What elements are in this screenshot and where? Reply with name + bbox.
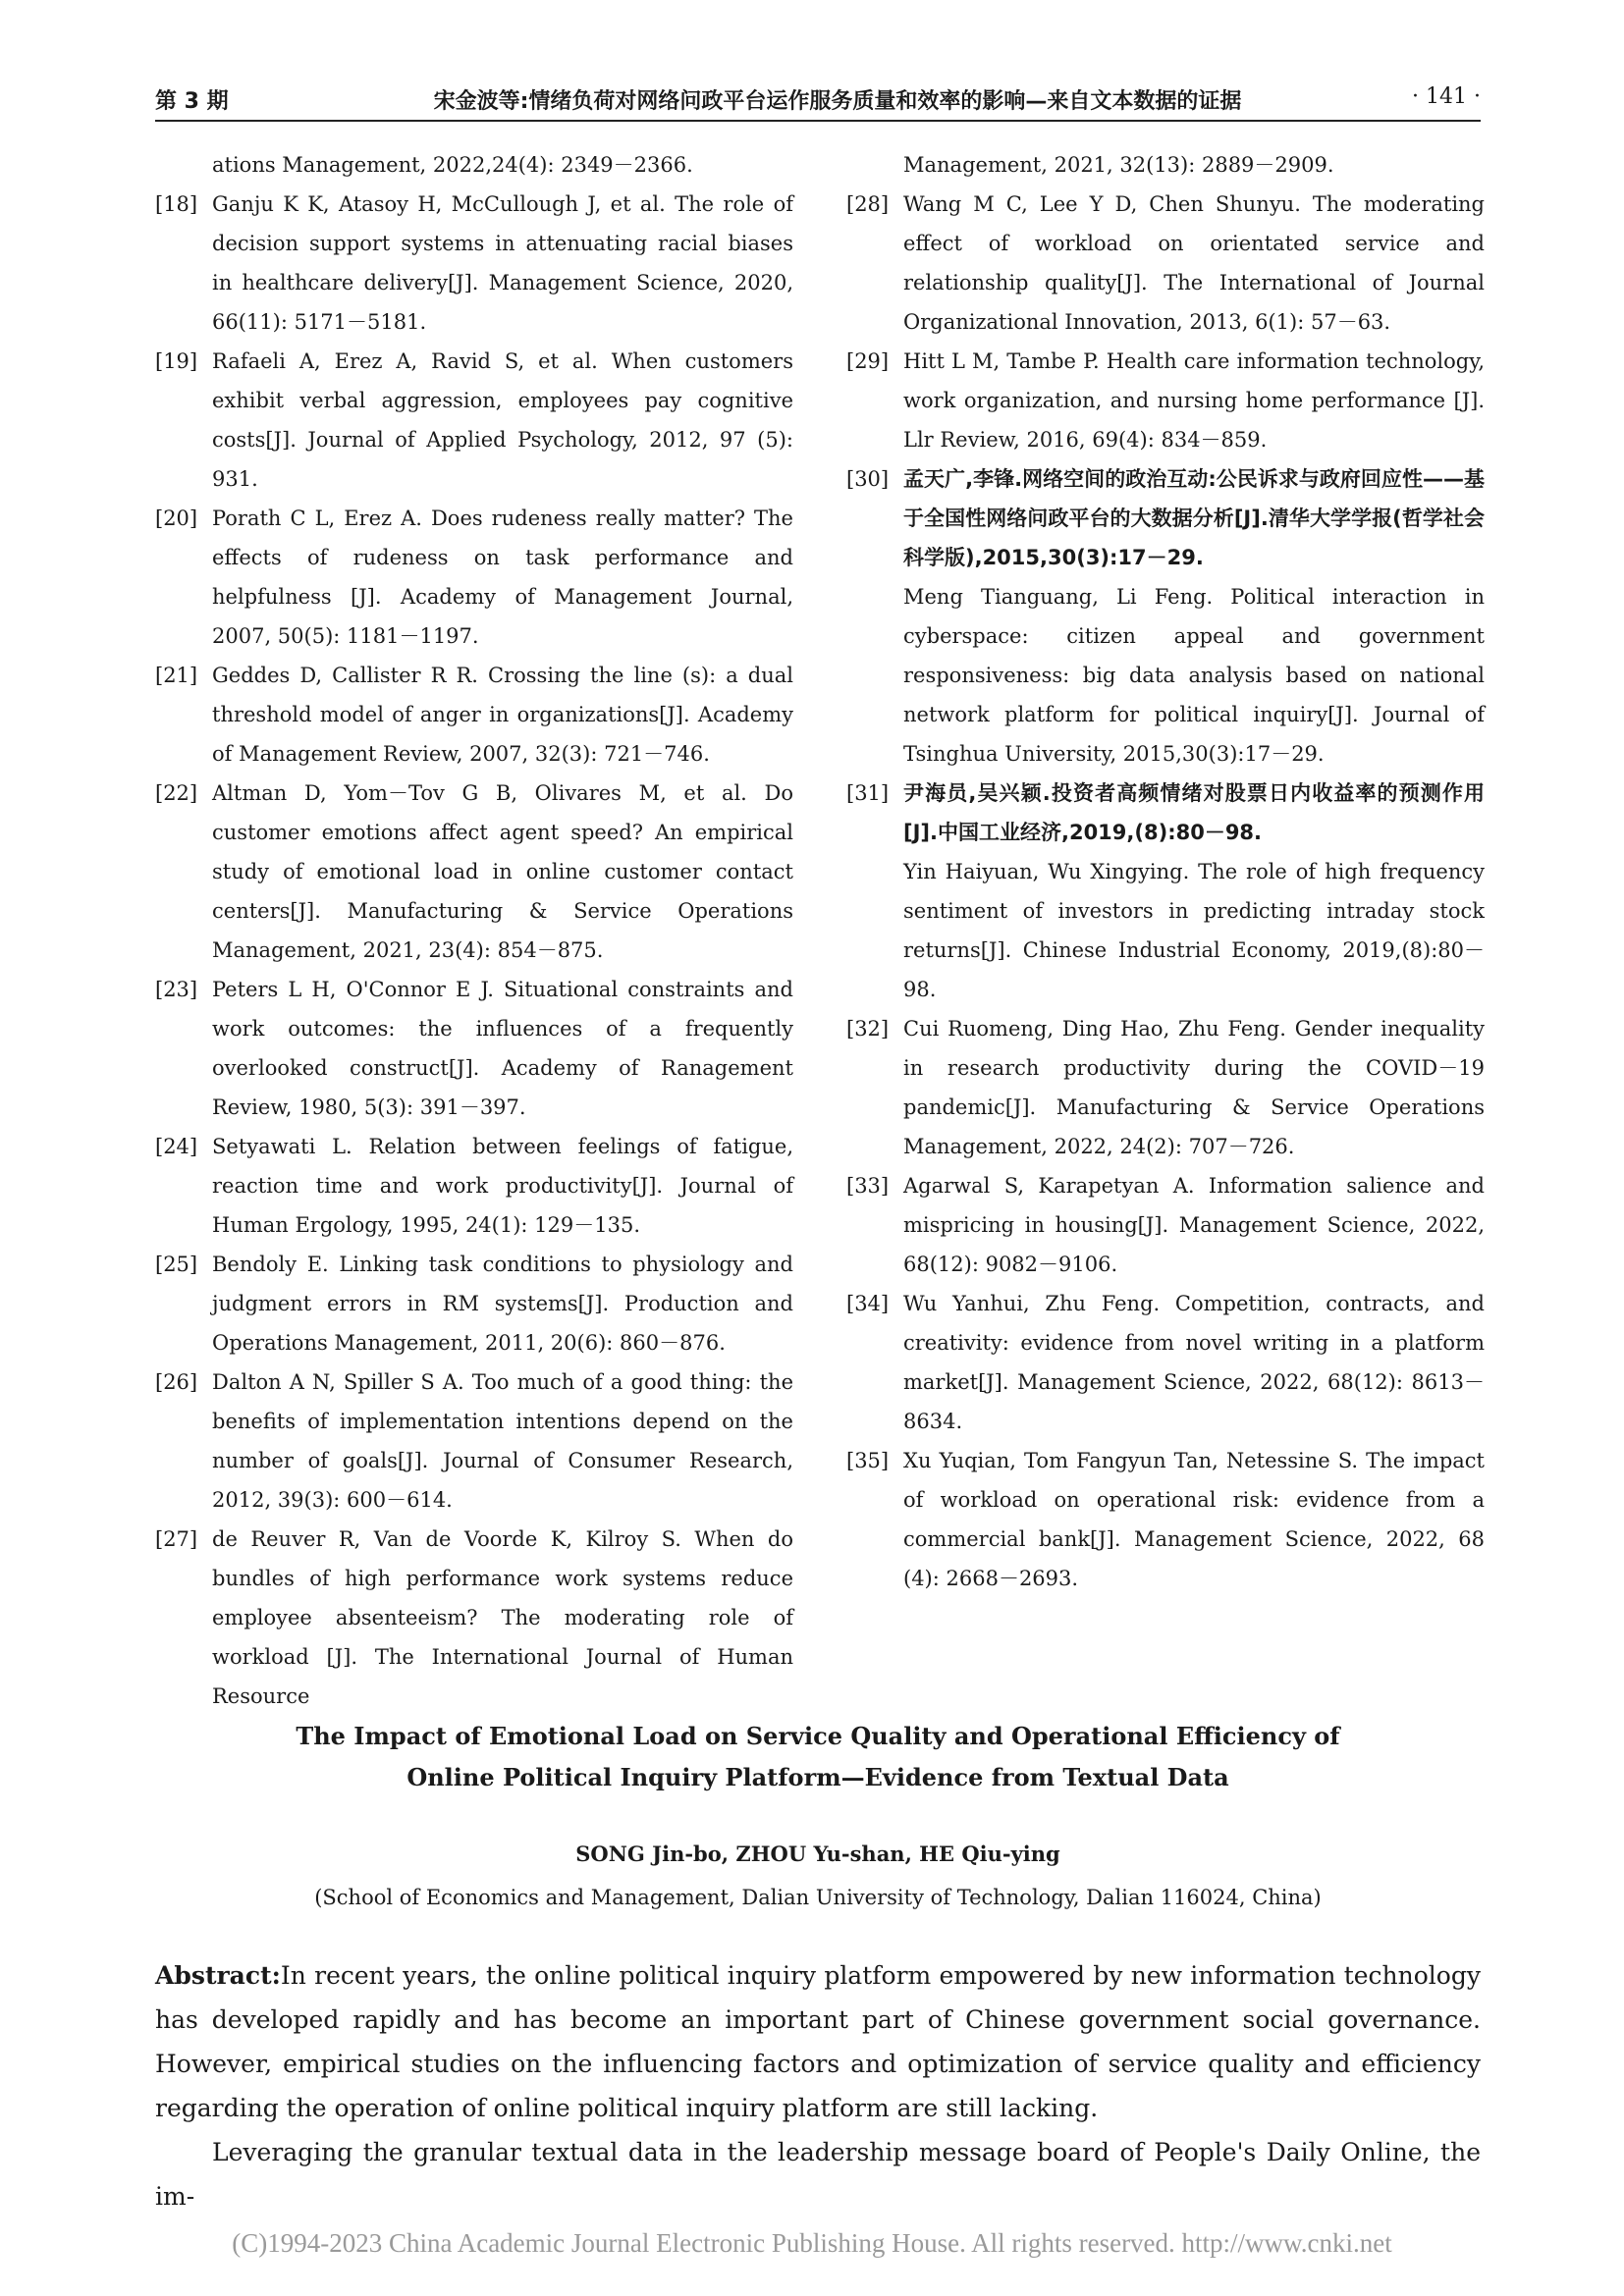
reference-27	[155, 1520, 793, 1716]
reference-text: Peters L H, O'Connor E J. Situational constraints and work outcomes: the influences of a frequently overlooked construct[J]. Academy of Ranagement Review, 1980, 5(3): 391－397.	[212, 978, 793, 1119]
reference-33	[846, 1166, 1485, 1284]
english-title-line-1: The Impact of Emotional Load on Service Quality and Operational Efficiency of	[296, 1722, 1340, 1750]
copyright-footer: (C)1994-2023 China Academic Journal Electronic Publishing House. All rights reserved. http://www.cnki.net	[232, 2228, 1392, 2258]
reference-number: [21]	[155, 664, 198, 687]
reference-20	[155, 499, 793, 656]
reference-text: Altman D, Yom－Tov G B, Olivares M, et al. Do customer emotions affect agent speed? An empirical study of emotional load in online customer contact centers[J]. Manufacturing & Service Operations Management, 2021, 23(4): 854－875.	[212, 781, 793, 962]
reference-31	[846, 774, 1485, 1009]
reference-text: Wu Yanhui, Zhu Feng. Competition, contracts, and creativity: evidence from novel writing in a platform market[J]. Management Science, 2022, 68(12): 8613－8634.	[903, 1292, 1485, 1433]
reference-number: [29]	[846, 349, 890, 373]
page-header	[155, 84, 1481, 122]
references-left-column	[155, 145, 793, 1716]
reference-text: Cui Ruomeng, Ding Hao, Zhu Feng. Gender inequality in research productivity during the COVID－19 pandemic[J]. Manufacturing & Service Operations Management, 2022, 24(2): 707－726.	[903, 1017, 1485, 1158]
reference-continuation: ations Management, 2022,24(4): 2349－2366.	[212, 153, 693, 177]
abstract	[155, 1953, 1481, 2218]
reference-text: Porath C L, Erez A. Does rudeness really matter? The effects of rudeness on task performance and helpfulness [J]. Academy of Management Journal, 2007, 50(5): 1181－1197.	[212, 507, 793, 648]
reference-number: [30]	[846, 467, 890, 491]
reference-number: [18]	[155, 192, 198, 216]
reference-text: Geddes D, Callister R R. Crossing the line (s): a dual threshold model of anger in organizations[J]. Academy of Management Review, 2007, 32(3): 721－746.	[212, 664, 793, 766]
reference-18	[155, 185, 793, 342]
reference-22	[155, 774, 793, 970]
reference-35	[846, 1441, 1485, 1598]
abstract-text-1: In recent years, the online political inquiry platform empowered by new information technology has developed rapidly and has become an important part of Chinese government social governance. However, empirical studies on the influencing factors and optimization of service quality and efficiency regarding the operation of online political inquiry platform are still lacking.	[155, 1961, 1481, 2122]
issue-number: 第 3 期	[155, 89, 229, 114]
reference-text-chinese: 尹海员,吴兴颖.投资者高频情绪对股票日内收益率的预测作用[J].中国工业经济,2019,(8):80－98.	[903, 781, 1485, 844]
reference-number: [25]	[155, 1253, 198, 1276]
reference-26	[155, 1362, 793, 1520]
reference-text: Meng Tianguang, Li Feng. Political interaction in cyberspace: citizen appeal and government responsiveness: big data analysis based on national network platform for political inquiry[J]. Journal of Tsinghua University, 2015,30(3):17－29.	[903, 585, 1485, 766]
reference-text: Wang M C, Lee Y D, Chen Shunyu. The moderating effect of workload on orientated service and relationship quality[J]. The International of Journal Organizational Innovation, 2013, 6(1): 57－63.	[903, 192, 1485, 334]
reference-34	[846, 1284, 1485, 1441]
reference-text: Hitt L M, Tambe P. Health care information technology, work organization, and nursing home performance [J]. Llr Review, 2016, 69(4): 834－859.	[903, 349, 1485, 452]
abstract-label: Abstract:	[155, 1961, 281, 1990]
reference-number: [34]	[846, 1292, 890, 1315]
reference-text: de Reuver R, Van de Voorde K, Kilroy S. When do bundles of high performance work systems reduce employee absenteeism? The moderating role of workload [J]. The International Journal of Human Resource	[212, 1527, 793, 1708]
reference-number: [24]	[155, 1135, 198, 1158]
reference-text-chinese: 孟天广,李锋.网络空间的政治互动:公民诉求与政府回应性——基于全国性网络问政平台的大数据分析[J].清华大学学报(哲学社会科学版),2015,30(3):17－29.	[903, 467, 1485, 569]
running-title: 宋金波等:情绪负荷对网络问政平台运作服务质量和效率的影响—来自文本数据的证据	[433, 89, 1242, 114]
page-number: · 141 ·	[1412, 84, 1481, 109]
reference-number: [33]	[846, 1174, 890, 1198]
english-title-line-2: Online Political Inquiry Platform—Evidence from Textual Data	[406, 1763, 1229, 1791]
affiliation: (School of Economics and Management, Dalian University of Technology, Dalian 116024, China)	[314, 1886, 1322, 1909]
reference-text: Xu Yuqian, Tom Fangyun Tan, Netessine S. The impact of workload on operational risk: evidence from a commercial bank[J]. Management Science, 2022, 68 (4): 2668－2693.	[903, 1449, 1485, 1590]
reference-number: [27]	[155, 1527, 198, 1551]
reference-text: Rafaeli A, Erez A, Ravid S, et al. When customers exhibit verbal aggression, employees pay cognitive costs[J]. Journal of Applied Psychology, 2012, 97 (5): 931.	[212, 349, 793, 491]
reference-29	[846, 342, 1485, 459]
reference-number: [19]	[155, 349, 198, 373]
abstract-paragraph-1	[155, 1953, 1481, 2130]
reference-28	[846, 185, 1485, 342]
reference-32	[846, 1009, 1485, 1166]
reference-number: [20]	[155, 507, 198, 530]
reference-text: Bendoly E. Linking task conditions to physiology and judgment errors in RM systems[J]. Production and Operations Management, 2011, 20(6): 860－876.	[212, 1253, 793, 1355]
reference-25	[155, 1245, 793, 1362]
references-right-column	[846, 145, 1485, 1598]
reference-number: [22]	[155, 781, 198, 805]
reference-continuation: Management, 2021, 32(13): 2889－2909.	[903, 153, 1334, 177]
reference-24	[155, 1127, 793, 1245]
reference-text: Agarwal S, Karapetyan A. Information salience and mispricing in housing[J]. Management Science, 2022, 68(12): 9082－9106.	[903, 1174, 1485, 1276]
english-title	[155, 1716, 1481, 1798]
reference-number: [23]	[155, 978, 198, 1001]
reference-21	[155, 656, 793, 774]
reference-19	[155, 342, 793, 499]
reference-number: [28]	[846, 192, 890, 216]
authors: SONG Jin-bo, ZHOU Yu-shan, HE Qiu-ying	[575, 1842, 1060, 1866]
reference-text: Yin Haiyuan, Wu Xingying. The role of high frequency sentiment of investors in predicting intraday stock returns[J]. Chinese Industrial Economy, 2019,(8):80－98.	[903, 860, 1485, 1001]
reference-number: [26]	[155, 1370, 198, 1394]
reference-number: [31]	[846, 781, 890, 805]
reference-number: [35]	[846, 1449, 890, 1472]
abstract-paragraph-2: Leveraging the granular textual data in the leadership message board of People's Daily Online, the im-	[155, 2138, 1481, 2211]
reference-number: [32]	[846, 1017, 890, 1041]
reference-23	[155, 970, 793, 1127]
reference-text: Ganju K K, Atasoy H, McCullough J, et al. The role of decision support systems in attenuating racial biases in healthcare delivery[J]. Management Science, 2020, 66(11): 5171－5181.	[212, 192, 793, 334]
reference-text: Dalton A N, Spiller S A. Too much of a good thing: the benefits of implementation intentions depend on the number of goals[J]. Journal of Consumer Research, 2012, 39(3): 600－614.	[212, 1370, 793, 1512]
reference-text: Setyawati L. Relation between feelings of fatigue, reaction time and work productivity[J]. Journal of Human Ergology, 1995, 24(1): 129－135.	[212, 1135, 793, 1237]
reference-30	[846, 459, 1485, 774]
